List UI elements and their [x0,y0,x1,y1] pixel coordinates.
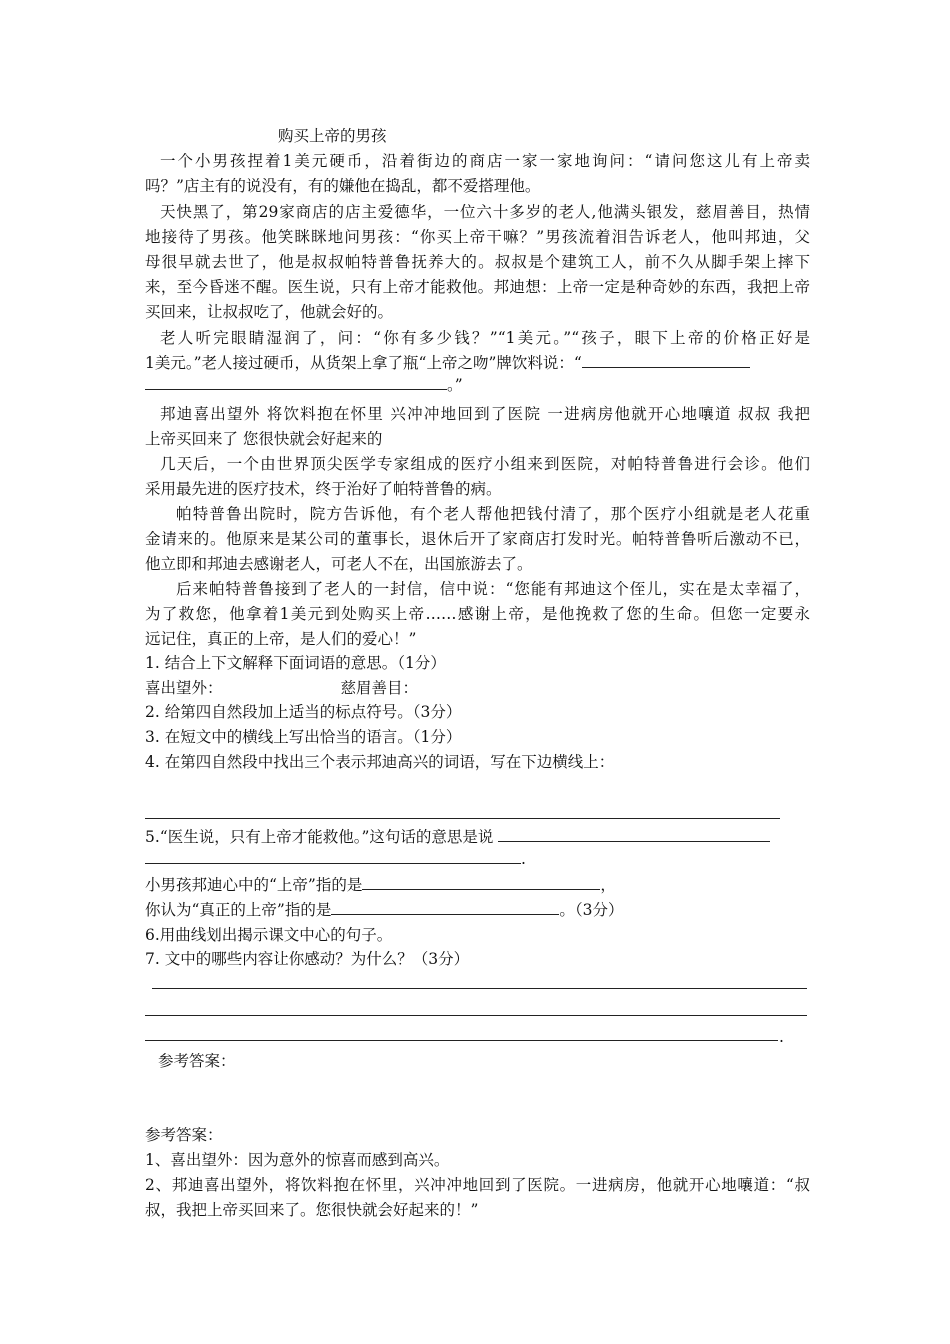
story-title: 购买上帝的男孩 [278,127,387,145]
question-7-answer-line-3[interactable] [145,1040,778,1041]
paragraph-3-line-3-text: 。” [447,376,463,394]
answer-2-line-2: 叔，我把上帝买回来了。您很快就会好起来的！” [145,1201,479,1219]
question-5c-suffix: 。（3分） [559,901,624,919]
question-1: 1. 结合上下文解释下面词语的意思。（1分） [145,654,446,672]
paragraph-5-line-1: 几天后，一个由世界顶尖医学专家组成的医疗小组来到医院，对帕特普鲁进行会诊。他们 [160,455,810,473]
dialogue-blank-1[interactable] [582,351,750,368]
paragraph-2-line-1: 天快黑了，第29家商店的店主爱德华，一位六十多岁的老人,他满头银发，慈眉善目，热情 [160,203,810,221]
paragraph-2-line-5: 买回来，让叔叔吃了，他就会好的。 [145,303,394,321]
paragraph-4-line-2: 上帝买回来了 您很快就会好起来的 [145,430,383,448]
question-5b-suffix: ， [600,876,616,894]
answer-heading-1: 参考答案： [158,1052,236,1070]
question-5b-blank[interactable] [362,873,600,890]
paragraph-7-line-3: 远记住，真正的上帝，是人们的爱心！” [145,630,417,648]
paragraph-2-line-2: 地接待了男孩。他笑眯眯地问男孩：“你买上帝干嘛？”男孩流着泪告诉老人，他叫邦迪，父 [145,228,810,246]
question-5-text: 5.“医生说，只有上帝才能救他。”这句话的意思是说 [145,828,494,846]
paragraph-6-line-1: 帕特普鲁出院时，院方告诉他，有个老人帮他把钱付清了，那个医疗小组就是老人花重 [176,505,810,523]
question-1-word-a: 喜出望外： [145,679,223,697]
question-5c-prefix: 你认为“真正的上帝”指的是 [145,901,332,919]
question-5c-blank[interactable] [331,898,559,915]
paragraph-6-line-2: 金请来的。他原来是某公司的董事长，退休后开了家商店打发时光。帕特普鲁听后激动不已， [145,530,810,548]
question-7-end: . [779,1028,784,1046]
question-5b [145,873,810,898]
question-1-word-b: 慈眉善目： [340,679,419,697]
paragraph-1-line-1: 一个小男孩捏着1美元硬币，沿着街边的商店一家一家地询问：“请问您这儿有上帝卖 [160,152,810,170]
paragraph-7-line-2: 为了救您，他拿着1美元到处购买上帝……感谢上帝，是他挽救了您的生命。但您一定要永 [145,605,810,623]
question-5-blank-1[interactable] [498,825,770,842]
question-4-answer-line[interactable] [145,818,780,819]
question-6: 6.用曲线划出揭示课文中心的句子。 [145,926,393,944]
question-5-blank-2[interactable] [145,847,521,864]
paragraph-1-line-2: 吗？”店主有的说没有，有的嫌他在捣乱，都不爱搭理他。 [145,177,541,195]
question-5c [145,898,810,923]
question-2: 2. 给第四自然段加上适当的标点符号。（3分） [145,703,462,721]
question-5-continued [145,847,810,872]
question-5-end: . [521,850,526,868]
dialogue-blank-2[interactable] [145,373,447,390]
question-1-words [145,676,810,701]
paragraph-3-line-3 [145,373,810,398]
answer-1: 1、喜出望外：因为意外的惊喜而感到高兴。 [145,1151,450,1169]
paragraph-2-line-4: 来，至今昏迷不醒。医生说，只有上帝才能救他。邦迪想：上帝一定是种奇妙的东西，我把上帝 [145,278,810,296]
question-7-answer-line-2[interactable] [145,1015,807,1016]
answer-heading-2: 参考答案： [145,1126,223,1144]
question-7: 7. 文中的哪些内容让你感动？为什么？（3分） [145,950,470,968]
question-5b-prefix: 小男孩邦迪心中的“上帝”指的是 [145,876,363,894]
paragraph-3-line-2-text: 1美元。”老人接过硬币，从货架上拿了瓶“上帝之吻”牌饮料说：“ [145,354,582,372]
paragraph-6-line-3: 他立即和邦迪去感谢老人，可老人不在，出国旅游去了。 [145,555,533,573]
paragraph-3-line-1: 老人听完眼睛湿润了，问：“你有多少钱？”“1美元。”“孩子，眼下上帝的价格正好是 [160,329,810,347]
answer-2-line-1: 2、邦迪喜出望外，将饮料抱在怀里，兴冲冲地回到了医院。一进病房，他就开心地嚷道：“叔 [145,1176,810,1194]
question-4: 4. 在第四自然段中找出三个表示邦迪高兴的词语，写在下边横线上： [145,753,615,771]
question-7-answer-line-1[interactable] [152,988,807,989]
paragraph-2-line-3: 母很早就去世了，他是叔叔帕特普鲁抚养大的。叔叔是个建筑工人，前不久从脚手架上摔下 [145,253,810,271]
paragraph-7-line-1: 后来帕特普鲁接到了老人的一封信，信中说：“您能有邦迪这个侄儿，实在是太幸福了， [176,580,810,598]
paragraph-4-line-1: 邦迪喜出望外 将饮料抱在怀里 兴冲冲地回到了医院 一进病房他就开心地嚷道 叔叔 我把 [160,405,810,423]
paragraph-5-line-2: 采用最先进的医疗技术，终于治好了帕特普鲁的病。 [145,480,502,498]
question-3: 3. 在短文中的横线上写出恰当的语言。（1分） [145,728,462,746]
